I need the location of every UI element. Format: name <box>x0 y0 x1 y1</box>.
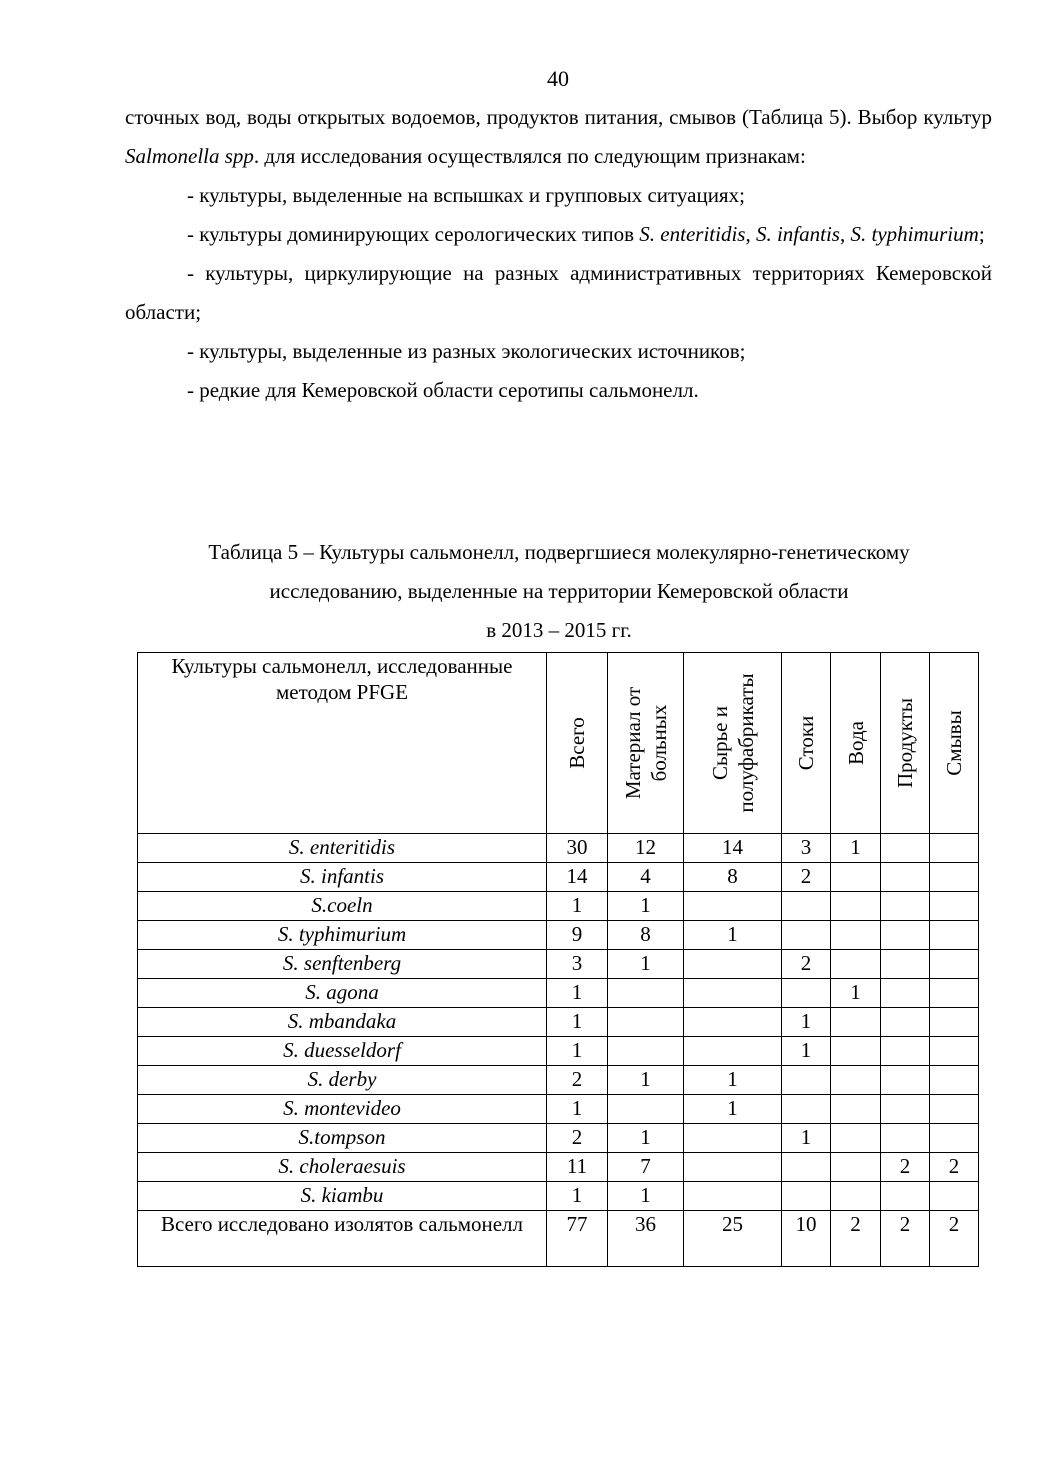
list-item: - культуры доминирующих серологических типов S. enteritidis, S. infantis, S. typhimurium; <box>187 222 985 246</box>
value-cell: 25 <box>684 1211 782 1267</box>
value-cell <box>930 1037 979 1066</box>
header-col-2 <box>684 653 782 834</box>
caption-line-2: исследованию, выделенные на территории Кемеровской области <box>269 579 849 603</box>
header-label: Продукты <box>893 698 917 788</box>
value-cell <box>881 1008 930 1037</box>
value-cell <box>930 950 979 979</box>
value-cell: 4 <box>608 863 684 892</box>
value-cell <box>831 1124 881 1153</box>
value-cell <box>930 921 979 950</box>
value-cell <box>930 1066 979 1095</box>
table-row <box>138 1124 979 1153</box>
table-row <box>138 1008 979 1037</box>
value-cell: 2 <box>881 1153 930 1182</box>
paragraph: сточных вод, воды открытых водоемов, продуктов питания, смывов (Таблица 5). Выбор культур Salmonella spp. для исследования осуществлялся по следующим признакам: <box>125 105 992 168</box>
value-cell <box>881 1124 930 1153</box>
value-cell <box>782 892 831 921</box>
value-cell <box>881 1066 930 1095</box>
table-total-row <box>138 1211 979 1267</box>
body-text <box>125 98 992 410</box>
header-label: Сырье и полуфабрикаты <box>707 673 758 813</box>
value-cell <box>831 1153 881 1182</box>
value-cell <box>930 892 979 921</box>
value-cell <box>881 834 930 863</box>
value-cell <box>831 950 881 979</box>
table-caption <box>138 533 980 650</box>
value-cell: 3 <box>782 834 831 863</box>
value-cell: 1 <box>547 1008 608 1037</box>
table-row <box>138 1182 979 1211</box>
value-cell: 14 <box>547 863 608 892</box>
header-label: Стоки <box>794 715 818 771</box>
value-cell <box>782 1153 831 1182</box>
value-cell <box>881 950 930 979</box>
serotype-cell: S. kiambu <box>138 1182 547 1211</box>
table-body <box>138 834 979 1267</box>
value-cell: 7 <box>608 1153 684 1182</box>
value-cell: 1 <box>782 1008 831 1037</box>
header-col-6 <box>930 653 979 834</box>
value-cell: 2 <box>547 1066 608 1095</box>
table-row <box>138 950 979 979</box>
header-col-0 <box>547 653 608 834</box>
value-cell <box>831 892 881 921</box>
value-cell: 11 <box>547 1153 608 1182</box>
value-cell: 1 <box>684 1095 782 1124</box>
value-cell <box>831 863 881 892</box>
value-cell: 1 <box>831 834 881 863</box>
value-cell: 1 <box>608 1066 684 1095</box>
header-label: Вода <box>843 721 868 765</box>
value-cell: 1 <box>547 892 608 921</box>
value-cell <box>684 1037 782 1066</box>
value-cell <box>930 1182 979 1211</box>
value-cell <box>782 1182 831 1211</box>
table-row <box>138 921 979 950</box>
value-cell <box>684 950 782 979</box>
serotype-cell: S.coeln <box>138 892 547 921</box>
value-cell <box>881 892 930 921</box>
header-label: Смывы <box>942 710 966 776</box>
list-item: - культуры, выделенные из разных экологических источников; <box>187 339 746 363</box>
value-cell: 9 <box>547 921 608 950</box>
table-header-row <box>138 653 979 834</box>
salmonella-table <box>137 652 979 1267</box>
value-cell: 12 <box>608 834 684 863</box>
value-cell <box>881 921 930 950</box>
value-cell <box>684 979 782 1008</box>
serotype-cell: S. senftenberg <box>138 950 547 979</box>
serotype-cell: S. montevideo <box>138 1095 547 1124</box>
value-cell <box>782 1066 831 1095</box>
value-cell <box>608 1095 684 1124</box>
value-cell: 1 <box>547 1095 608 1124</box>
value-cell <box>881 1182 930 1211</box>
value-cell <box>684 1182 782 1211</box>
table-row <box>138 1037 979 1066</box>
caption-line-1: Таблица 5 – Культуры сальмонелл, подвергшиеся молекулярно-генетическому <box>208 540 910 564</box>
value-cell: 1 <box>684 1066 782 1095</box>
value-cell: 1 <box>782 1124 831 1153</box>
header-col-4 <box>831 653 881 834</box>
value-cell: 1 <box>608 892 684 921</box>
value-cell: 1 <box>831 979 881 1008</box>
value-cell: 30 <box>547 834 608 863</box>
table-row <box>138 1066 979 1095</box>
value-cell: 1 <box>684 921 782 950</box>
value-cell: 2 <box>831 1211 881 1267</box>
value-cell: 77 <box>547 1211 608 1267</box>
page-number: 40 <box>547 66 569 91</box>
serotype-cell: S. typhimurium <box>138 921 547 950</box>
value-cell <box>782 921 831 950</box>
serotype-cell: S. mbandaka <box>138 1008 547 1037</box>
table-row <box>138 892 979 921</box>
value-cell: 3 <box>547 950 608 979</box>
value-cell: 14 <box>684 834 782 863</box>
value-cell <box>930 1095 979 1124</box>
value-cell: 8 <box>608 921 684 950</box>
value-cell: 1 <box>608 1124 684 1153</box>
value-cell: 2 <box>881 1211 930 1267</box>
value-cell <box>831 1037 881 1066</box>
value-cell <box>831 921 881 950</box>
value-cell: 2 <box>930 1211 979 1267</box>
value-cell: 8 <box>684 863 782 892</box>
value-cell: 10 <box>782 1211 831 1267</box>
header-col-1 <box>608 653 684 834</box>
value-cell <box>930 863 979 892</box>
table-row <box>138 834 979 863</box>
value-cell <box>930 1124 979 1153</box>
value-cell: 2 <box>782 863 831 892</box>
value-cell <box>782 979 831 1008</box>
table-row <box>138 979 979 1008</box>
italic-term: Salmonella spp <box>125 144 254 168</box>
value-cell <box>831 1182 881 1211</box>
value-cell: 2 <box>930 1153 979 1182</box>
value-cell: 1 <box>547 1037 608 1066</box>
header-label: Всего <box>565 717 589 769</box>
list-item: - культуры, циркулирующие на разных административных территориях Кемеровской области; <box>125 261 992 324</box>
header-col-3 <box>782 653 831 834</box>
header-col-5 <box>881 653 930 834</box>
serotype-cell: S. agona <box>138 979 547 1008</box>
value-cell: 2 <box>547 1124 608 1153</box>
value-cell: 36 <box>608 1211 684 1267</box>
value-cell: 1 <box>608 950 684 979</box>
serotype-cell: S. infantis <box>138 863 547 892</box>
value-cell <box>831 1008 881 1037</box>
serotype-cell: S. duesseldorf <box>138 1037 547 1066</box>
value-cell <box>930 834 979 863</box>
italic-term: S. enteritidis <box>639 222 746 246</box>
table-row <box>138 1095 979 1124</box>
value-cell <box>831 1095 881 1124</box>
header-cultures: Культуры сальмонелл, исследованные методом PFGE <box>138 653 547 834</box>
table-row <box>138 1153 979 1182</box>
value-cell <box>608 1008 684 1037</box>
caption-line-3: в 2013 – 2015 гг. <box>486 618 632 642</box>
value-cell <box>608 979 684 1008</box>
value-cell <box>782 1095 831 1124</box>
value-cell <box>831 1066 881 1095</box>
serotype-cell: S. enteritidis <box>138 834 547 863</box>
serotype-cell: S. derby <box>138 1066 547 1095</box>
value-cell <box>684 1153 782 1182</box>
value-cell <box>930 979 979 1008</box>
serotype-cell: S.tompson <box>138 1124 547 1153</box>
value-cell <box>881 863 930 892</box>
italic-term: S. infantis <box>755 222 840 246</box>
list-item: - культуры, выделенные на вспышках и групповых ситуациях; <box>187 183 745 207</box>
total-label-cell: Всего исследовано изолятов сальмонелл <box>138 1211 547 1267</box>
value-cell: 1 <box>547 1182 608 1211</box>
value-cell <box>684 1008 782 1037</box>
value-cell <box>684 1124 782 1153</box>
value-cell: 1 <box>782 1037 831 1066</box>
value-cell <box>881 1095 930 1124</box>
value-cell: 1 <box>547 979 608 1008</box>
value-cell <box>930 1008 979 1037</box>
header-label: Материал от больных <box>620 686 671 800</box>
value-cell: 1 <box>608 1182 684 1211</box>
list-item: - редкие для Кемеровской области серотипы сальмонелл. <box>187 378 699 402</box>
value-cell <box>881 979 930 1008</box>
italic-term: S. typhimurium <box>850 222 979 246</box>
value-cell <box>881 1037 930 1066</box>
value-cell: 2 <box>782 950 831 979</box>
table-row <box>138 863 979 892</box>
value-cell <box>684 892 782 921</box>
serotype-cell: S. choleraesuis <box>138 1153 547 1182</box>
value-cell <box>608 1037 684 1066</box>
